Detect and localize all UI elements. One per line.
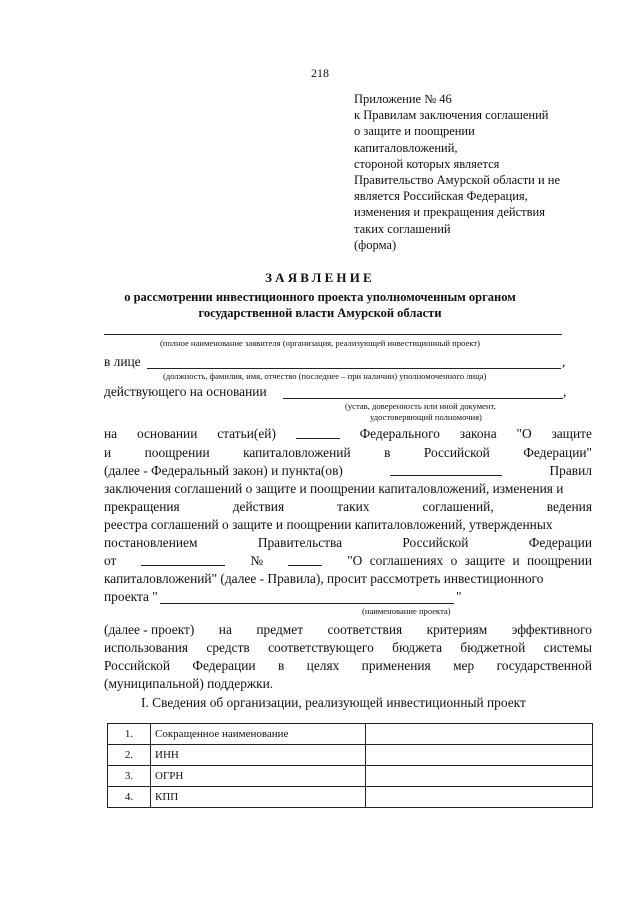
word: Федерации: [528, 535, 592, 550]
subtitle-line: о рассмотрении инвестиционного проекта уполномоченным органом: [124, 290, 516, 304]
word: государственной: [496, 658, 592, 673]
word: Российской: [104, 658, 170, 673]
project-label: проекта ": [104, 589, 158, 604]
organization-info-table: [107, 723, 593, 808]
word: эффективного: [511, 622, 592, 637]
body-line: [104, 445, 592, 461]
body-line: реестра соглашений о защите и поощрении капиталовложений, утвержденных: [104, 517, 553, 532]
word: бюджетной: [460, 640, 526, 655]
word: на: [104, 426, 118, 441]
applicant-note: (полное наименование заявителя (организация, реализующей инвестиционный проект): [160, 338, 480, 348]
page-number: 218: [311, 66, 329, 80]
appendix-line: капиталовложений,: [354, 140, 458, 155]
body-line: [104, 463, 592, 479]
appendix-line: изменения и прекращения действия: [354, 205, 545, 220]
word: защите: [551, 426, 592, 441]
body-line: [104, 499, 592, 515]
appendix-line: таких соглашений: [354, 221, 451, 236]
word: ведения: [546, 499, 592, 514]
appendix-block: [354, 91, 560, 253]
document-title: ЗАЯВЛЕНИЕ: [265, 270, 375, 285]
basis-line[interactable]: [283, 398, 563, 399]
row-number: 2.: [108, 745, 151, 766]
body-text: от: [104, 553, 117, 568]
appendix-line: о защите и поощрении: [354, 124, 475, 139]
person-note: (должность, фамилия, имя, отчество (последнее – при наличии) уполномоченного лица): [163, 371, 487, 381]
body-line: [104, 658, 592, 674]
subtitle-line: государственной власти Амурской области: [198, 306, 442, 320]
word: использования: [104, 640, 189, 655]
word: применения: [361, 658, 431, 673]
comma: ,: [563, 384, 567, 399]
person-line[interactable]: [147, 368, 561, 369]
date-blank[interactable]: [141, 553, 225, 566]
word: соответствия: [327, 622, 403, 637]
table-row: [108, 745, 593, 766]
section-heading: I. Сведения об организации, реализующей инвестиционный проект: [141, 695, 526, 710]
body-text: "О соглашениях о защите и поощрении: [347, 553, 592, 568]
word: основании: [136, 426, 198, 441]
word: системы: [543, 640, 592, 655]
appendix-line: (форма): [354, 237, 397, 252]
body-line: [104, 640, 592, 656]
applicant-name-line[interactable]: [104, 334, 562, 335]
body-line: [104, 426, 592, 442]
row-number: 3.: [108, 766, 151, 787]
body-line: (муниципальной) поддержки.: [104, 676, 274, 691]
word: и: [104, 445, 112, 460]
appendix-line: Приложение № 46: [354, 92, 452, 106]
basis-label: действующего на основании: [104, 384, 267, 399]
word: в: [384, 445, 391, 460]
table-row: [108, 766, 593, 787]
appendix-line: Правительство Амурской области и не: [354, 173, 561, 188]
table-row: [108, 724, 593, 745]
body-text: №: [250, 553, 264, 568]
word: мер: [453, 658, 475, 673]
word: закона: [459, 426, 497, 441]
word: средств: [206, 640, 250, 655]
row-label: ОГРН: [151, 766, 366, 787]
body-line: [104, 553, 592, 569]
body-line: заключения соглашений о защите и поощрении капиталовложений, изменения и: [104, 481, 564, 496]
appendix-line: является Российская Федерация,: [354, 189, 528, 204]
row-value-cell[interactable]: [366, 766, 593, 787]
body-line: капиталовложений" (далее - Правила), просит рассмотреть инвестиционного: [104, 571, 544, 586]
body-text: Правил: [549, 463, 592, 478]
row-number: 1.: [108, 724, 151, 745]
appendix-line: к Правилам заключения соглашений: [354, 108, 549, 123]
word: (далее - проект): [104, 622, 195, 637]
word: Федерального: [359, 426, 440, 441]
word: в: [277, 658, 285, 673]
word: соответствующего: [268, 640, 374, 655]
word: поощрении: [144, 445, 210, 460]
body-line: [104, 622, 592, 638]
body-text: (далее - Федеральный закон) и пункта(ов): [104, 463, 343, 478]
row-label: ИНН: [151, 745, 366, 766]
row-number: 4.: [108, 787, 151, 808]
row-label: Сокращенное наименование: [151, 724, 366, 745]
word: критериям: [426, 622, 488, 637]
appendix-line: стороной которых является: [354, 156, 500, 171]
basis-note: удостоверяющий полномочия): [370, 412, 482, 422]
word: соглашений,: [422, 499, 494, 514]
word: статьи(ей): [217, 426, 276, 441]
word: Правительства: [257, 535, 343, 550]
row-label: КПП: [151, 787, 366, 808]
word: прекращения: [104, 499, 180, 514]
word: "О: [516, 426, 532, 441]
word: на: [218, 622, 232, 637]
word: Федерации": [523, 445, 592, 460]
in-person-label: в лице: [104, 354, 141, 369]
word: капиталовложений: [243, 445, 351, 460]
word: целях: [306, 658, 340, 673]
clause-blank[interactable]: [390, 463, 502, 476]
project-name-line[interactable]: [160, 603, 454, 604]
body-line: [104, 535, 592, 551]
comma: ,: [562, 354, 566, 369]
row-value-cell[interactable]: [366, 745, 593, 766]
project-note: (наименование проекта): [362, 606, 451, 616]
table-row: [108, 787, 593, 808]
row-value-cell[interactable]: [366, 787, 593, 808]
document-subtitle: [0, 289, 640, 321]
word: таких: [337, 499, 370, 514]
word: Российской: [402, 535, 469, 550]
word: действия: [232, 499, 285, 514]
word: Российской: [423, 445, 490, 460]
article-blank[interactable]: [296, 426, 340, 439]
quote-mark: ": [456, 589, 462, 604]
row-value-cell[interactable]: [366, 724, 593, 745]
word: Федерации: [192, 658, 256, 673]
word: предмет: [256, 622, 304, 637]
number-blank[interactable]: [288, 553, 322, 566]
word: бюджета: [392, 640, 443, 655]
basis-note: (устав, доверенность или иной документ,: [345, 401, 496, 411]
word: постановлением: [104, 535, 198, 550]
